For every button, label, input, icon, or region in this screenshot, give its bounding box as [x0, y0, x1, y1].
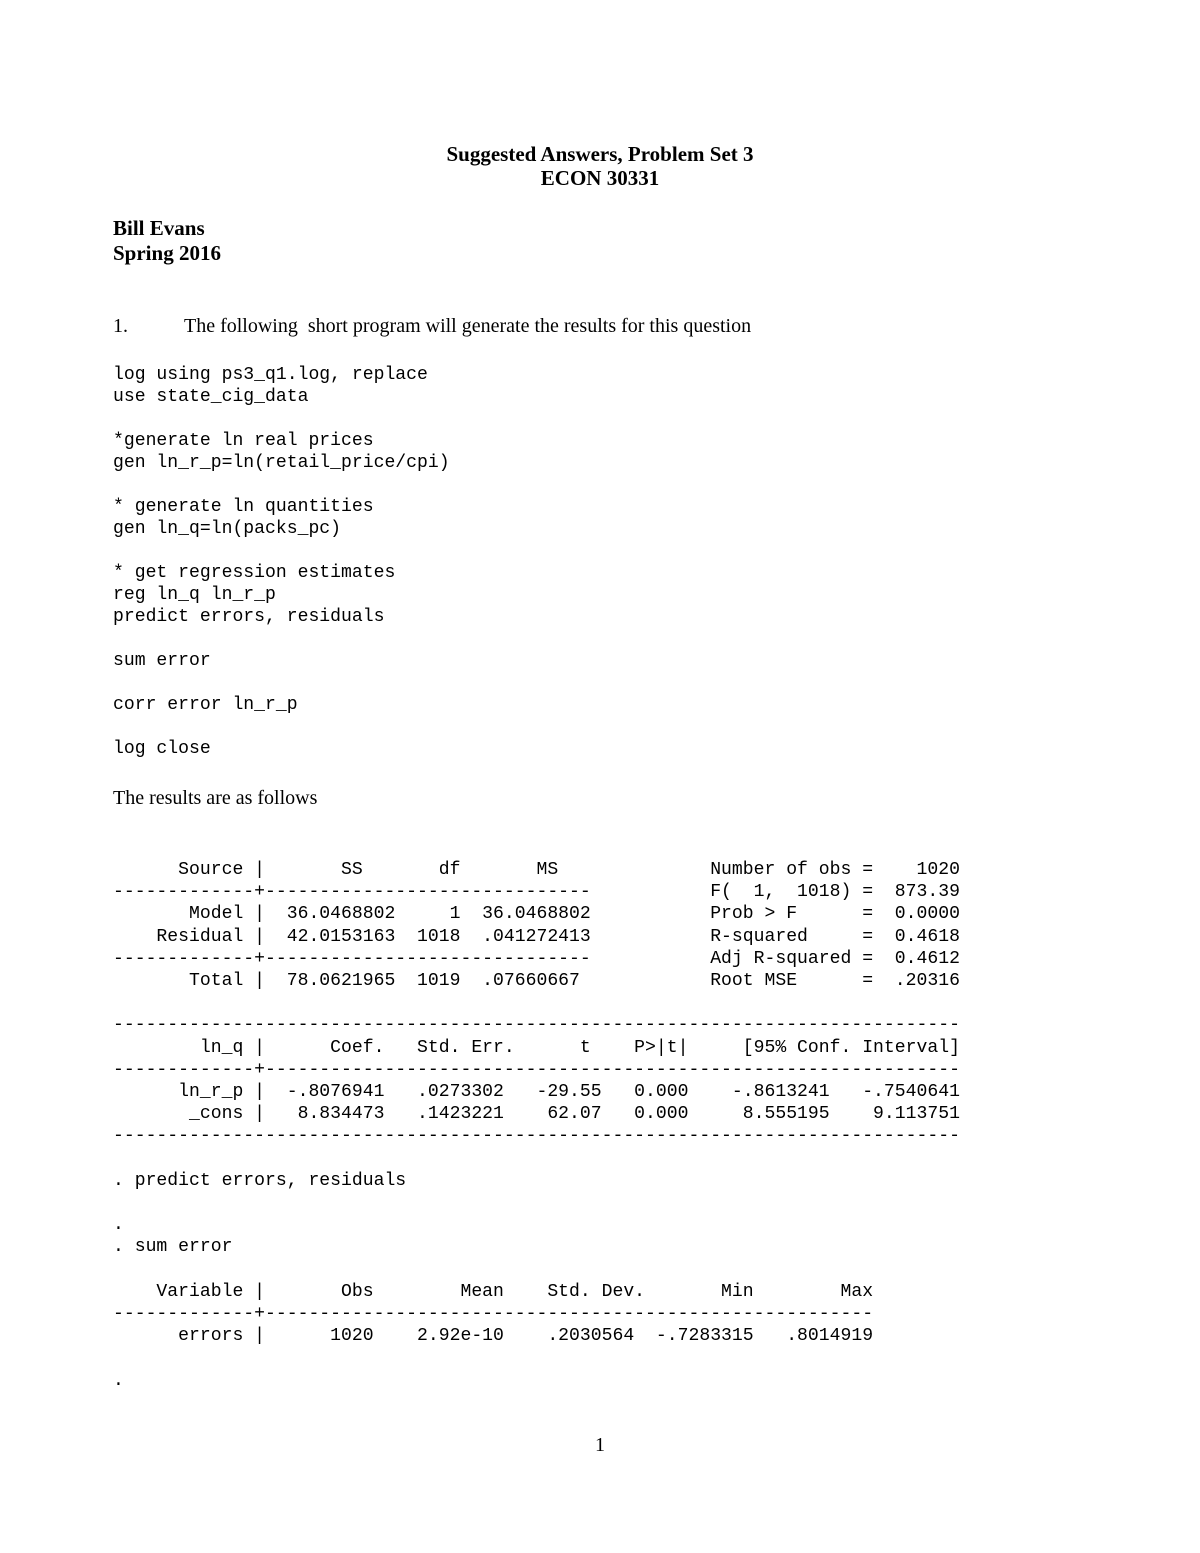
output-line: -------------+------------------------------ F( 1, 1018) = 873.39 — [113, 882, 960, 903]
author-name: Bill Evans — [113, 216, 205, 240]
output-line: ------------------------------------------------------------------------------ — [113, 1126, 960, 1147]
code-line — [113, 672, 450, 694]
code-line: gen ln_q=ln(packs_pc) — [113, 519, 342, 539]
output-line — [113, 1347, 960, 1369]
output-line: -------------+-------------------------------------------------------- — [113, 1304, 874, 1325]
output-line: ln_q | Coef. Std. Err. t P>|t| [95% Conf. Interval] — [113, 1037, 960, 1058]
output-line: Source | SS df MS Number of obs = 1020 — [113, 860, 960, 880]
output-line: . — [113, 1370, 124, 1391]
code-line: * generate ln quantities — [113, 497, 374, 517]
output-line — [113, 1148, 960, 1170]
course-code: ECON 30331 — [540, 166, 660, 190]
author-block — [113, 216, 221, 266]
output-line — [113, 992, 960, 1014]
code-line: corr error ln_r_p — [113, 695, 298, 715]
stata-output — [113, 859, 960, 1392]
code-line: use state_cig_data — [113, 387, 309, 407]
code-line — [113, 474, 450, 496]
output-line: Total | 78.0621965 1019 .07660667 Root MSE = .20316 — [113, 971, 960, 992]
document-title: Suggested Answers, Problem Set 3 — [446, 142, 754, 166]
output-line: . sum error — [113, 1237, 233, 1258]
code-line — [113, 540, 450, 562]
code-line: log using ps3_q1.log, replace — [113, 365, 428, 385]
output-line — [113, 1259, 960, 1281]
code-block — [113, 364, 450, 760]
output-line: -------------+------------------------------ Adj R-squared = 0.4612 — [113, 948, 960, 969]
output-line: ------------------------------------------------------------------------------ — [113, 1015, 960, 1036]
code-line — [113, 628, 450, 650]
output-line: . — [113, 1215, 124, 1236]
output-line: Residual | 42.0153163 1018 .041272413 R-squared = 0.4618 — [113, 926, 960, 947]
code-line: * get regression estimates — [113, 563, 396, 583]
question-text: The following short program will generate the results for this question — [184, 315, 752, 337]
document-header — [0, 142, 1200, 190]
output-line: errors | 1020 2.92e-10 .2030564 -.7283315 .8014919 — [113, 1326, 874, 1347]
output-line: -------------+---------------------------------------------------------------- — [113, 1059, 960, 1080]
code-line: sum error — [113, 651, 211, 671]
results-intro: The results are as follows — [113, 787, 318, 809]
term: Spring 2016 — [113, 241, 221, 265]
code-line — [113, 408, 450, 430]
code-line: reg ln_q ln_r_p — [113, 585, 276, 605]
output-line: ln_r_p | -.8076941 .0273302 -29.55 0.000 -.8613241 -.7540641 — [113, 1082, 960, 1103]
code-line: log close — [113, 739, 211, 759]
output-line: Variable | Obs Mean Std. Dev. Min Max — [113, 1281, 874, 1302]
output-line: _cons | 8.834473 .1423221 62.07 0.000 8.555195 9.113751 — [113, 1104, 960, 1125]
page-number: 1 — [595, 1434, 605, 1456]
output-line: Model | 36.0468802 1 36.0468802 Prob > F = 0.0000 — [113, 904, 960, 925]
output-line: . predict errors, residuals — [113, 1170, 407, 1191]
output-line — [113, 1192, 960, 1214]
code-line: predict errors, residuals — [113, 607, 385, 627]
code-line: *generate ln real prices — [113, 431, 374, 451]
question-number: 1. — [113, 315, 128, 337]
code-line — [113, 716, 450, 738]
code-line: gen ln_r_p=ln(retail_price/cpi) — [113, 453, 450, 473]
